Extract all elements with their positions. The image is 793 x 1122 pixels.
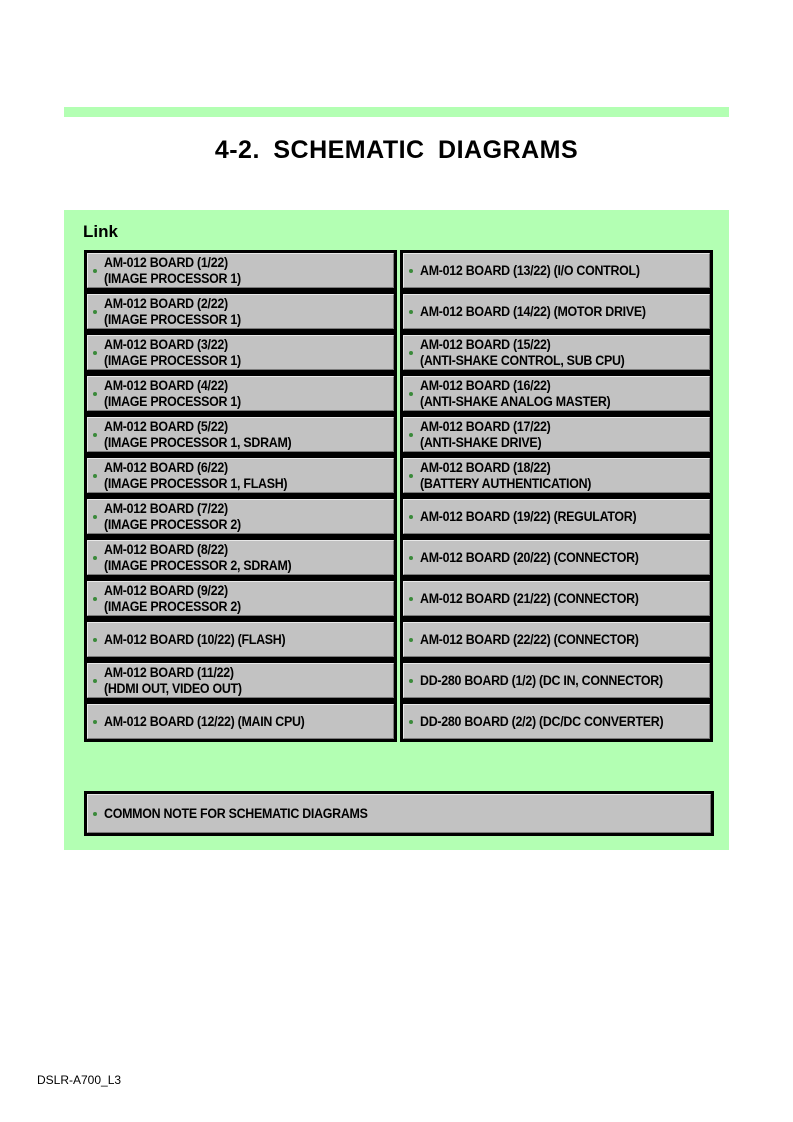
bullet-icon — [93, 392, 97, 396]
link-cell — [400, 373, 713, 414]
bullet-icon — [93, 310, 97, 314]
bullet-icon — [409, 269, 413, 273]
schematic-link-label: AM-012 BOARD (22/22) (CONNECTOR) — [420, 631, 639, 647]
link-panel — [64, 210, 729, 850]
schematic-link-button[interactable] — [87, 499, 394, 534]
schematic-link-button[interactable] — [403, 458, 710, 493]
schematic-link-button[interactable] — [87, 622, 394, 657]
common-note-label: COMMON NOTE FOR SCHEMATIC DIAGRAMS — [104, 805, 368, 821]
link-cell — [400, 578, 713, 619]
bullet-icon — [409, 597, 413, 601]
schematic-link-label: AM-012 BOARD (20/22) (CONNECTOR) — [420, 549, 639, 565]
link-cell — [84, 537, 397, 578]
schematic-link-label: AM-012 BOARD (5/22) (IMAGE PROCESSOR 1, SDRAM) — [104, 418, 292, 450]
schematic-link-label: AM-012 BOARD (4/22) (IMAGE PROCESSOR 1) — [104, 377, 241, 409]
link-cell — [84, 619, 397, 660]
schematic-link-button[interactable] — [403, 294, 710, 329]
link-heading: Link — [83, 222, 118, 241]
link-cell — [84, 291, 397, 332]
link-grid — [84, 250, 713, 742]
schematic-link-label: AM-012 BOARD (15/22) (ANTI-SHAKE CONTROL, SUB CPU) — [420, 336, 625, 368]
schematic-link-button[interactable] — [403, 704, 710, 739]
bullet-icon — [409, 392, 413, 396]
schematic-link-button[interactable] — [87, 540, 394, 575]
link-cell — [400, 414, 713, 455]
bullet-icon — [93, 269, 97, 273]
bullet-icon — [93, 638, 97, 642]
link-cell — [400, 455, 713, 496]
link-cell — [84, 660, 397, 701]
schematic-link-label: AM-012 BOARD (9/22) (IMAGE PROCESSOR 2) — [104, 582, 241, 614]
link-cell — [400, 537, 713, 578]
schematic-link-label: AM-012 BOARD (10/22) (FLASH) — [104, 631, 286, 647]
link-cell — [400, 660, 713, 701]
schematic-link-button[interactable] — [87, 335, 394, 370]
schematic-link-button[interactable] — [403, 335, 710, 370]
bullet-icon — [93, 812, 97, 816]
schematic-link-button[interactable] — [87, 581, 394, 616]
link-cell — [84, 332, 397, 373]
schematic-link-label: AM-012 BOARD (17/22) (ANTI-SHAKE DRIVE) — [420, 418, 551, 450]
link-cell — [84, 578, 397, 619]
schematic-link-label: AM-012 BOARD (3/22) (IMAGE PROCESSOR 1) — [104, 336, 241, 368]
schematic-link-button[interactable] — [87, 458, 394, 493]
bullet-icon — [93, 720, 97, 724]
bullet-icon — [93, 474, 97, 478]
link-cell — [84, 455, 397, 496]
schematic-link-label: AM-012 BOARD (6/22) (IMAGE PROCESSOR 1, FLASH) — [104, 459, 288, 491]
bullet-icon — [409, 515, 413, 519]
link-cell — [84, 701, 397, 742]
header-bar — [64, 107, 729, 117]
bullet-icon — [93, 556, 97, 560]
bullet-icon — [93, 679, 97, 683]
schematic-link-label: AM-012 BOARD (1/22) (IMAGE PROCESSOR 1) — [104, 254, 241, 286]
schematic-link-label: AM-012 BOARD (7/22) (IMAGE PROCESSOR 2) — [104, 500, 241, 532]
link-cell — [400, 291, 713, 332]
link-cell — [84, 250, 397, 291]
schematic-link-label: AM-012 BOARD (16/22) (ANTI-SHAKE ANALOG MASTER) — [420, 377, 611, 409]
schematic-link-label: DD-280 BOARD (2/2) (DC/DC CONVERTER) — [420, 713, 664, 729]
schematic-link-label: AM-012 BOARD (18/22) (BATTERY AUTHENTICATION) — [420, 459, 592, 491]
bullet-icon — [93, 597, 97, 601]
schematic-link-label: AM-012 BOARD (12/22) (MAIN CPU) — [104, 713, 305, 729]
link-cell — [400, 250, 713, 291]
bullet-icon — [409, 351, 413, 355]
link-cell — [84, 373, 397, 414]
schematic-link-button[interactable] — [87, 417, 394, 452]
footer-model-code: DSLR-A700_L3 — [37, 1073, 122, 1087]
common-note-frame — [84, 791, 714, 836]
bullet-icon — [93, 433, 97, 437]
schematic-link-button[interactable] — [87, 294, 394, 329]
link-cell — [84, 496, 397, 537]
schematic-link-label: AM-012 BOARD (8/22) (IMAGE PROCESSOR 2, SDRAM) — [104, 541, 292, 573]
schematic-link-label: AM-012 BOARD (11/22) (HDMI OUT, VIDEO OUT) — [104, 664, 242, 696]
schematic-link-label: DD-280 BOARD (1/2) (DC IN, CONNECTOR) — [420, 672, 663, 688]
schematic-link-button[interactable] — [87, 704, 394, 739]
bullet-icon — [409, 474, 413, 478]
schematic-link-button[interactable] — [403, 622, 710, 657]
link-cell — [400, 701, 713, 742]
common-note-button[interactable] — [87, 794, 711, 833]
schematic-link-label: AM-012 BOARD (21/22) (CONNECTOR) — [420, 590, 639, 606]
schematic-link-button[interactable] — [87, 376, 394, 411]
bullet-icon — [409, 638, 413, 642]
schematic-link-label: AM-012 BOARD (2/22) (IMAGE PROCESSOR 1) — [104, 295, 241, 327]
link-cell — [400, 332, 713, 373]
schematic-link-button[interactable] — [403, 581, 710, 616]
schematic-link-button[interactable] — [403, 663, 710, 698]
schematic-link-label: AM-012 BOARD (19/22) (REGULATOR) — [420, 508, 637, 524]
schematic-link-button[interactable] — [403, 376, 710, 411]
link-cell — [400, 496, 713, 537]
schematic-link-button[interactable] — [403, 499, 710, 534]
link-cell — [84, 414, 397, 455]
bullet-icon — [409, 310, 413, 314]
schematic-link-label: AM-012 BOARD (13/22) (I/O CONTROL) — [420, 262, 640, 278]
schematic-link-button[interactable] — [403, 253, 710, 288]
schematic-link-button[interactable] — [403, 540, 710, 575]
bullet-icon — [93, 515, 97, 519]
link-cell — [400, 619, 713, 660]
bullet-icon — [409, 556, 413, 560]
bullet-icon — [409, 679, 413, 683]
bullet-icon — [409, 720, 413, 724]
schematic-link-button[interactable] — [87, 253, 394, 288]
schematic-link-button[interactable] — [87, 663, 394, 698]
schematic-link-button[interactable] — [403, 417, 710, 452]
schematic-link-label: AM-012 BOARD (14/22) (MOTOR DRIVE) — [420, 303, 646, 319]
page-title: 4-2. SCHEMATIC DIAGRAMS — [214, 136, 579, 164]
bullet-icon — [409, 433, 413, 437]
bullet-icon — [93, 351, 97, 355]
